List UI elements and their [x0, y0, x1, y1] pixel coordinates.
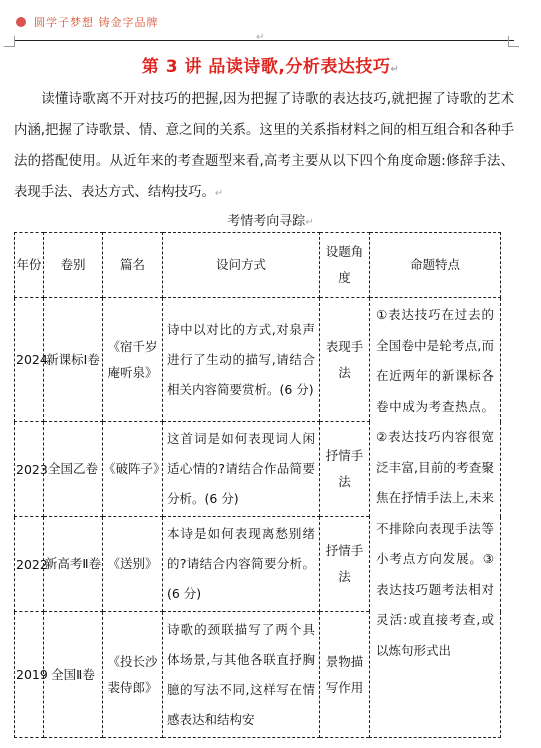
year-cell: 2024 [15, 298, 44, 422]
angle-cell: 景物描写作用 [320, 612, 370, 738]
table-row [15, 298, 501, 422]
column-header: 命题特点 [370, 233, 501, 298]
angle-cell: 抒情手法 [320, 517, 370, 612]
paper-cell: 全国Ⅱ卷 [44, 612, 103, 738]
paper-cell: 新课标Ⅰ卷 [44, 298, 103, 422]
table-caption: 考情考向寻踪↵ [227, 214, 314, 229]
poem-cell: 《送别》 [103, 517, 163, 612]
return-mark-icon: ↵ [305, 217, 314, 228]
features-cell: ①表达技巧在过去的全国卷中是轮考点,而在近两年的新课标各卷中成为考查热点。②表达技巧内容很宽泛丰富,目前的考查聚焦在抒情手法上,未来不排除向表现手法等小考点方向发展。③表达技巧题考法相对灵活:或直接考查,或以炼句形式出 [370, 298, 501, 738]
corner-mark-icon [508, 36, 519, 47]
intro-paragraph: 读懂诗歌离不开对技巧的把握,因为把握了诗歌的表达技巧,就把握了诗歌的艺术内涵,把握了诗歌景、情、意之间的关系。这里的关系指材料之间的相互组合和各种手法的搭配使用。从近年来的考查题型来看,高考主要从以下四个角度命题:修辞手法、表现手法、表达方式、结构技巧。↵ [14, 92, 514, 200]
column-header: 卷别 [44, 233, 103, 298]
question-cell: 这首词是如何表现词人闲适心情的?请结合作品简要分析。(6 分) [163, 422, 320, 517]
page-title: 第 3 讲 品读诗歌,分析表达技巧↵ [141, 57, 400, 77]
paragraph-mark-icon: ↵ [256, 32, 265, 43]
poem-cell: 《破阵子》 [103, 422, 163, 517]
column-header: 篇名 [103, 233, 163, 298]
brand-logo-icon [16, 17, 26, 27]
corner-mark-icon [4, 36, 15, 47]
table-header-row [15, 233, 501, 298]
year-cell: 2022 [15, 517, 44, 612]
column-header: 设问方式 [163, 233, 320, 298]
header-slogan: 圆学子梦想 铸金字品牌 [34, 16, 159, 29]
angle-cell: 表现手法 [320, 298, 370, 422]
question-cell: 诗中以对比的方式,对泉声进行了生动的描写,请结合相关内容简要赏析。(6 分) [163, 298, 320, 422]
column-header: 年份 [15, 233, 44, 298]
poem-cell: 《宿千岁庵听泉》 [103, 298, 163, 422]
year-cell: 2019 [15, 612, 44, 738]
year-cell: 2023 [15, 422, 44, 517]
paper-cell: 新高考Ⅱ卷 [44, 517, 103, 612]
return-mark-icon: ↵ [214, 188, 224, 199]
column-header: 设题角度 [320, 233, 370, 298]
return-mark-icon: ↵ [390, 64, 400, 75]
question-cell: 诗歌的颈联描写了两个具体场景,与其他各联直抒胸臆的写法不同,这样写在情感表达和结构安 [163, 612, 320, 738]
question-cell: 本诗是如何表现离愁别绪的?请结合内容简要分析。(6 分) [163, 517, 320, 612]
angle-cell: 抒情手法 [320, 422, 370, 517]
poem-cell: 《投长沙裴侍郎》 [103, 612, 163, 738]
exam-table [14, 232, 501, 738]
paper-cell: 全国乙卷 [44, 422, 103, 517]
